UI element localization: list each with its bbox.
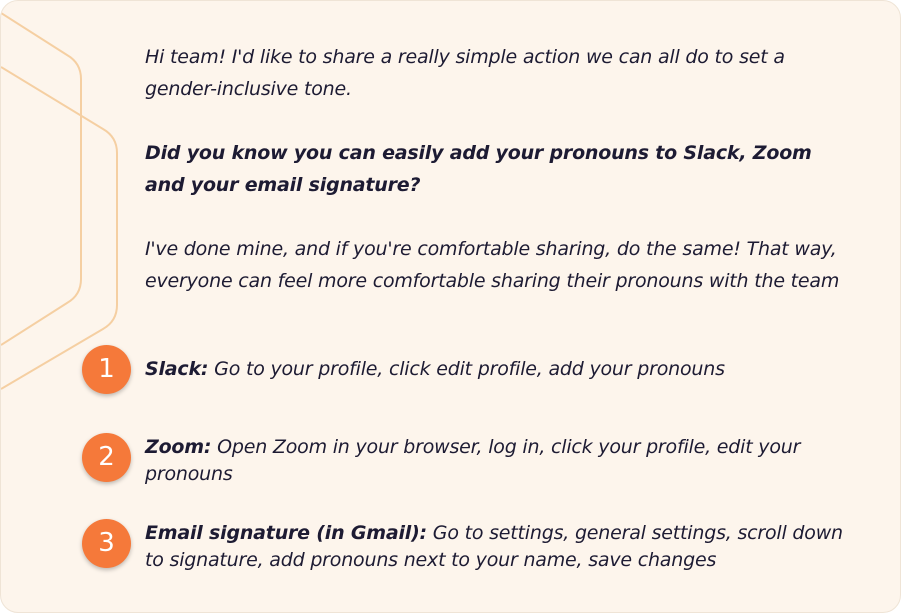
step-title: Slack:: [145, 358, 209, 380]
step-description: [145, 520, 845, 574]
step-instructions: Go to settings, general settings, scroll down to signature, add pronouns next to your name, save changes: [145, 522, 843, 571]
step-number-badge: 3: [82, 519, 131, 568]
invite-text: I've done mine, and if you're comfortable sharing, do the same! That way, everyone can feel more comfortable sharing their pronouns with the team: [145, 238, 840, 292]
question-text: Did you know you can easily add your pronouns to Slack, Zoom and your email signature?: [145, 142, 812, 196]
step-title: Email signature (in Gmail):: [145, 522, 427, 544]
step-number-badge: 2: [82, 433, 131, 482]
step-description: [145, 434, 845, 488]
step-description: [145, 356, 845, 383]
step-number-badge: 1: [82, 345, 131, 394]
step-instructions: Open Zoom in your browser, log in, click your profile, edit your pronouns: [145, 436, 801, 485]
hexagon-outline-decoration: [1, 1, 131, 401]
step-instructions: Go to your profile, click edit profile, add your pronouns: [208, 358, 725, 380]
intro-text: Hi team! I'd like to share a really simple action we can all do to set a gender-inclusive tone.: [145, 46, 785, 100]
step-title: Zoom:: [145, 436, 212, 458]
